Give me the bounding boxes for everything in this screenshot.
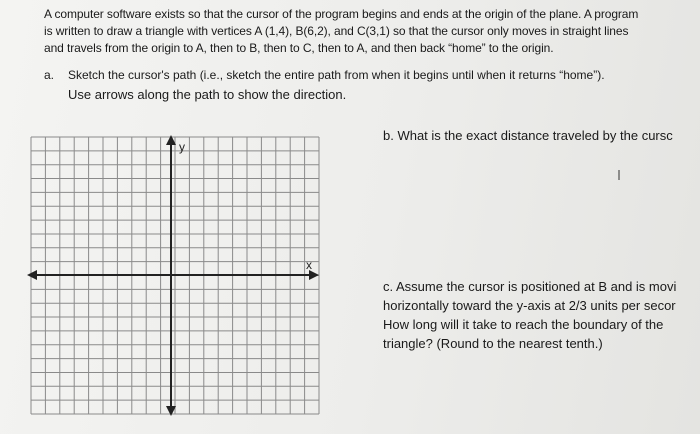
axes xyxy=(27,135,319,416)
intro-line-2: is written to draw a triangle with vertices A (1,4), B(6,2), and C(3,1) so that the cursor only moves in straight lines xyxy=(44,24,629,38)
intro-line-3: and travels from the origin to A, then to B, then to C, then to A, and then back “home” to the origin. xyxy=(44,41,554,55)
part-c-line-4: triangle? (Round to the nearest tenth.) xyxy=(383,336,603,351)
stray-mark xyxy=(618,170,620,180)
part-b-question: b. What is the exact distance traveled by the cursc xyxy=(383,128,673,143)
part-c xyxy=(383,277,676,353)
part-c-line-1: c. Assume the cursor is positioned at B and is movi xyxy=(383,279,677,294)
x-axis-left-arrow-icon xyxy=(27,270,37,280)
x-axis-label: x xyxy=(306,258,312,272)
coordinate-grid-svg xyxy=(25,133,325,418)
part-a xyxy=(44,66,605,104)
part-c-line-2: horizontally toward the y-axis at 2/3 units per secor xyxy=(383,298,676,313)
part-c-line-3: How long will it take to reach the boundary of the xyxy=(383,317,664,332)
y-axis-label: y xyxy=(179,140,185,154)
intro-line-1: A computer software exists so that the cursor of the program begins and ends at the origin of the plane. A program xyxy=(44,7,639,21)
part-a-letter: a. xyxy=(44,68,55,82)
part-a-line-1: Sketch the cursor's path (i.e., sketch the entire path from when it begins until when it returns “home”). xyxy=(68,68,605,82)
part-a-line-2: Use arrows along the path to show the direction. xyxy=(68,87,347,102)
coordinate-grid xyxy=(25,133,325,423)
problem-intro xyxy=(44,6,694,57)
